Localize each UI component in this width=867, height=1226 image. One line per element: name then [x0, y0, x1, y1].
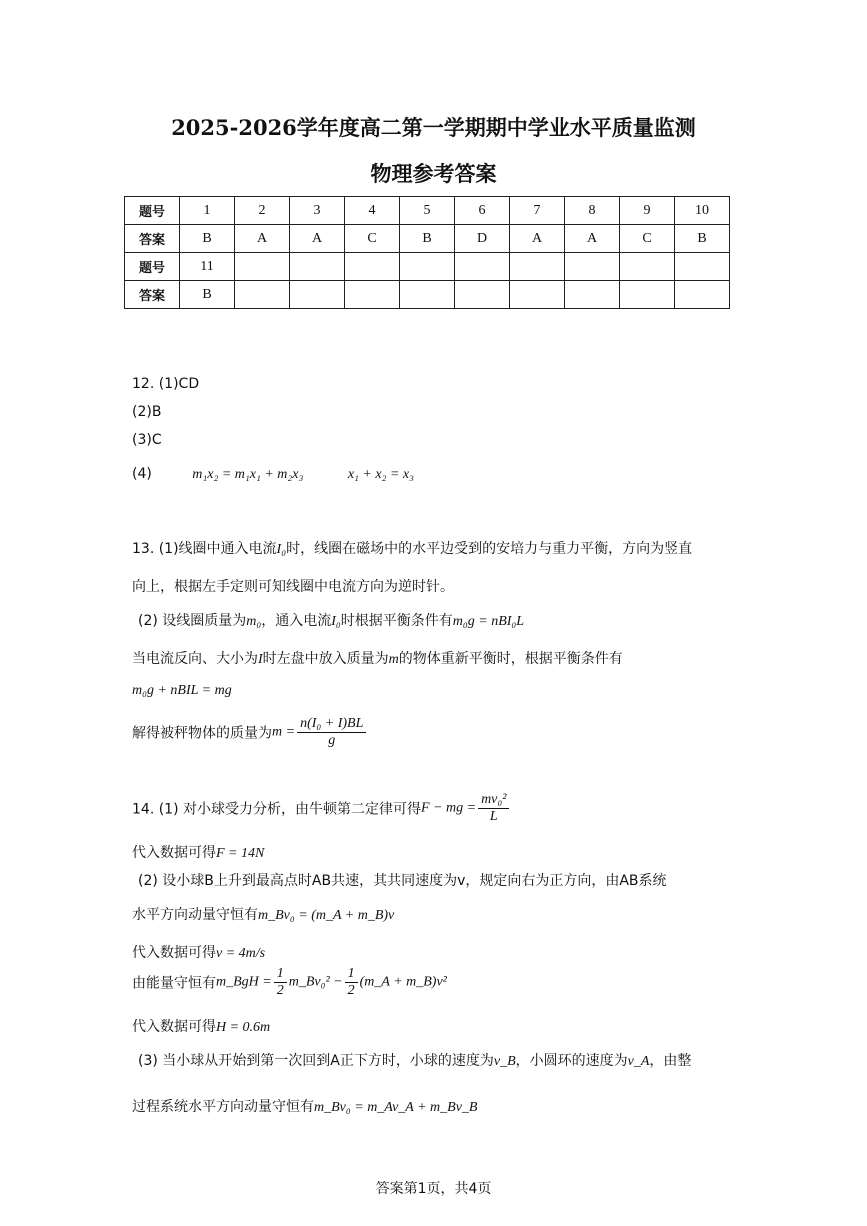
- table-cell: [620, 253, 675, 281]
- table-cell: [400, 253, 455, 281]
- q14-text: 水平方向动量守恒有: [132, 907, 258, 923]
- q13-line-5: [132, 682, 232, 699]
- q14-text: 代入数据可得: [132, 845, 216, 861]
- table-row: [125, 281, 730, 309]
- q13-line-6: [132, 716, 368, 749]
- q14-equation: F − mg =: [421, 800, 477, 816]
- q13-text: 13. (1)线圈中通入电流: [132, 541, 277, 557]
- table-cell: B: [180, 225, 235, 253]
- q14-text: 过程系统水平方向动量守恒有: [132, 1099, 314, 1115]
- table-cell: B: [180, 281, 235, 309]
- q12-equation-2: x₁ + x₂ = x₃: [347, 467, 414, 482]
- fraction-denominator: L: [489, 809, 498, 824]
- table-cell: [565, 253, 620, 281]
- q13-symbol: I₀: [331, 614, 341, 629]
- q14-equation: (m_A + m_B)v²: [359, 974, 447, 990]
- table-cell: [565, 281, 620, 309]
- q12-part3: (3)C: [132, 432, 162, 448]
- table-row: [125, 253, 730, 281]
- q13-text: 时左盘中放入质量为: [262, 651, 389, 667]
- fraction-denominator: g: [328, 733, 336, 748]
- q12-part2: (2)B: [132, 404, 162, 420]
- table-cell: [455, 281, 510, 309]
- fraction-denominator: 2: [347, 983, 355, 998]
- q13-text: 解得被秤物体的质量为: [132, 725, 272, 742]
- q13-line-4: [132, 648, 623, 668]
- table-cell: A: [565, 225, 620, 253]
- q13-text: ，通入电流: [261, 613, 332, 629]
- row-header: 题号: [125, 197, 180, 225]
- table-cell: B: [675, 225, 730, 253]
- q14-equation: H = 0.6m: [216, 1020, 271, 1035]
- fraction-numerator: mv₀²: [478, 792, 509, 809]
- table-cell: C: [345, 225, 400, 253]
- row-header: 题号: [125, 253, 180, 281]
- q14-line-2: [132, 842, 264, 862]
- q13-symbol: m₀: [246, 614, 262, 629]
- fraction-numerator: 1: [274, 966, 287, 983]
- page-footer: 答案第1页，共4页: [375, 1181, 492, 1197]
- table-cell: [290, 281, 345, 309]
- q14-fraction-1: [274, 966, 287, 999]
- table-cell: 1: [180, 197, 235, 225]
- q14-line-5: [132, 942, 265, 962]
- fraction-denominator: 2: [276, 983, 284, 998]
- table-cell: C: [620, 225, 675, 253]
- table-cell: [290, 253, 345, 281]
- q14-text: (3) 当小球从开始到第一次回到A正下方时，小球的速度为: [138, 1053, 494, 1069]
- table-cell: B: [400, 225, 455, 253]
- table-cell: 5: [400, 197, 455, 225]
- document-title: 2025-2026学年度高二第一学期期中学业水平质量监测: [171, 115, 696, 140]
- table-cell: 10: [675, 197, 730, 225]
- q13-text: 时根据平衡条件有: [340, 613, 453, 629]
- q14-line-6: [132, 966, 447, 999]
- fraction-numerator: n(I₀ + I)BL: [297, 716, 366, 733]
- table-cell: [455, 253, 510, 281]
- table-cell: [675, 281, 730, 309]
- table-cell: [675, 253, 730, 281]
- row-header: 答案: [125, 225, 180, 253]
- q12-part4-label: (4): [132, 466, 152, 482]
- q13-symbol: I₀: [276, 542, 287, 557]
- q14-text: 14. (1) 对小球受力分析，由牛顿第二定律可得: [132, 801, 421, 818]
- q14-equation: m_Bv₀ = m_Av_A + m_Bv_B: [314, 1100, 478, 1115]
- table-row: [125, 225, 730, 253]
- fraction-numerator: 1: [345, 966, 358, 983]
- table-cell: [620, 281, 675, 309]
- q12-part1: 12. (1)CD: [132, 376, 200, 392]
- q13-symbol: I: [258, 652, 263, 667]
- q13-equation: m₀g + nBIL = mg: [132, 683, 232, 698]
- document-subtitle: 物理参考答案: [370, 161, 497, 186]
- table-cell: [510, 281, 565, 309]
- q14-line-7: [132, 1016, 270, 1036]
- table-cell: 7: [510, 197, 565, 225]
- table-cell: A: [510, 225, 565, 253]
- table-cell: [235, 281, 290, 309]
- q13-line-2: 向上，根据左手定则可知线圈中电流方向为逆时针。: [132, 579, 454, 595]
- q14-line-9: [132, 1096, 477, 1116]
- q13-equation: m =: [272, 724, 296, 740]
- q14-line-1: [132, 792, 511, 825]
- table-cell: A: [235, 225, 290, 253]
- q13-line-3: [138, 610, 524, 630]
- q14-equation: m_BgH =: [216, 974, 272, 990]
- table-cell: D: [455, 225, 510, 253]
- q14-text: 由能量守恒有: [132, 975, 216, 992]
- q12-equation-1: m₁x₂ = m₁x₁ + m₂x₃: [192, 467, 304, 482]
- q14-equation: F = 14N: [216, 846, 265, 861]
- answer-table: [124, 196, 730, 309]
- q13-text: 的物体重新平衡时，根据平衡条件有: [398, 651, 623, 667]
- table-cell: [510, 253, 565, 281]
- q13-text: 当电流反向、大小为: [132, 651, 258, 667]
- table-cell: 2: [235, 197, 290, 225]
- table-cell: 11: [180, 253, 235, 281]
- q14-text: ，小圆环的速度为: [515, 1053, 628, 1069]
- row-header: 答案: [125, 281, 180, 309]
- table-cell: [400, 281, 455, 309]
- q12-part4: [132, 466, 414, 483]
- table-cell: 6: [455, 197, 510, 225]
- q13-line-1: [132, 538, 692, 558]
- q14-equation: m_Bv₀² −: [288, 974, 343, 990]
- table-cell: 9: [620, 197, 675, 225]
- q14-symbol: v_A: [627, 1054, 650, 1069]
- q14-text: 代入数据可得: [132, 1019, 216, 1035]
- q14-text: 代入数据可得: [132, 945, 216, 961]
- q14-fraction-2: [345, 966, 358, 999]
- q14-symbol: v_B: [493, 1054, 516, 1069]
- table-cell: A: [290, 225, 345, 253]
- table-cell: 4: [345, 197, 400, 225]
- table-cell: [345, 281, 400, 309]
- table-row: [125, 197, 730, 225]
- q13-equation: m₀g = nBI₀L: [452, 614, 525, 629]
- q14-line-3: (2) 设小球B上升到最高点时AB共速，其共同速度为v，规定向右为正方向，由AB系统: [138, 873, 667, 889]
- q13-fraction: [297, 716, 366, 749]
- q14-line-4: [132, 904, 394, 924]
- q14-line-8: [138, 1050, 691, 1070]
- table-cell: 8: [565, 197, 620, 225]
- table-cell: [345, 253, 400, 281]
- q14-equation: m_Bv₀ = (m_A + m_B)v: [258, 908, 395, 923]
- q14-text: ，由整: [649, 1053, 692, 1069]
- q14-equation: v = 4m/s: [216, 946, 266, 961]
- q13-symbol: m: [388, 652, 399, 667]
- q13-text: 时，线圈在磁场中的水平边受到的安培力与重力平衡，方向为竖直: [286, 541, 693, 557]
- table-cell: 3: [290, 197, 345, 225]
- q13-text: (2) 设线圈质量为: [138, 613, 247, 629]
- q14-fraction: [478, 792, 509, 825]
- table-cell: [235, 253, 290, 281]
